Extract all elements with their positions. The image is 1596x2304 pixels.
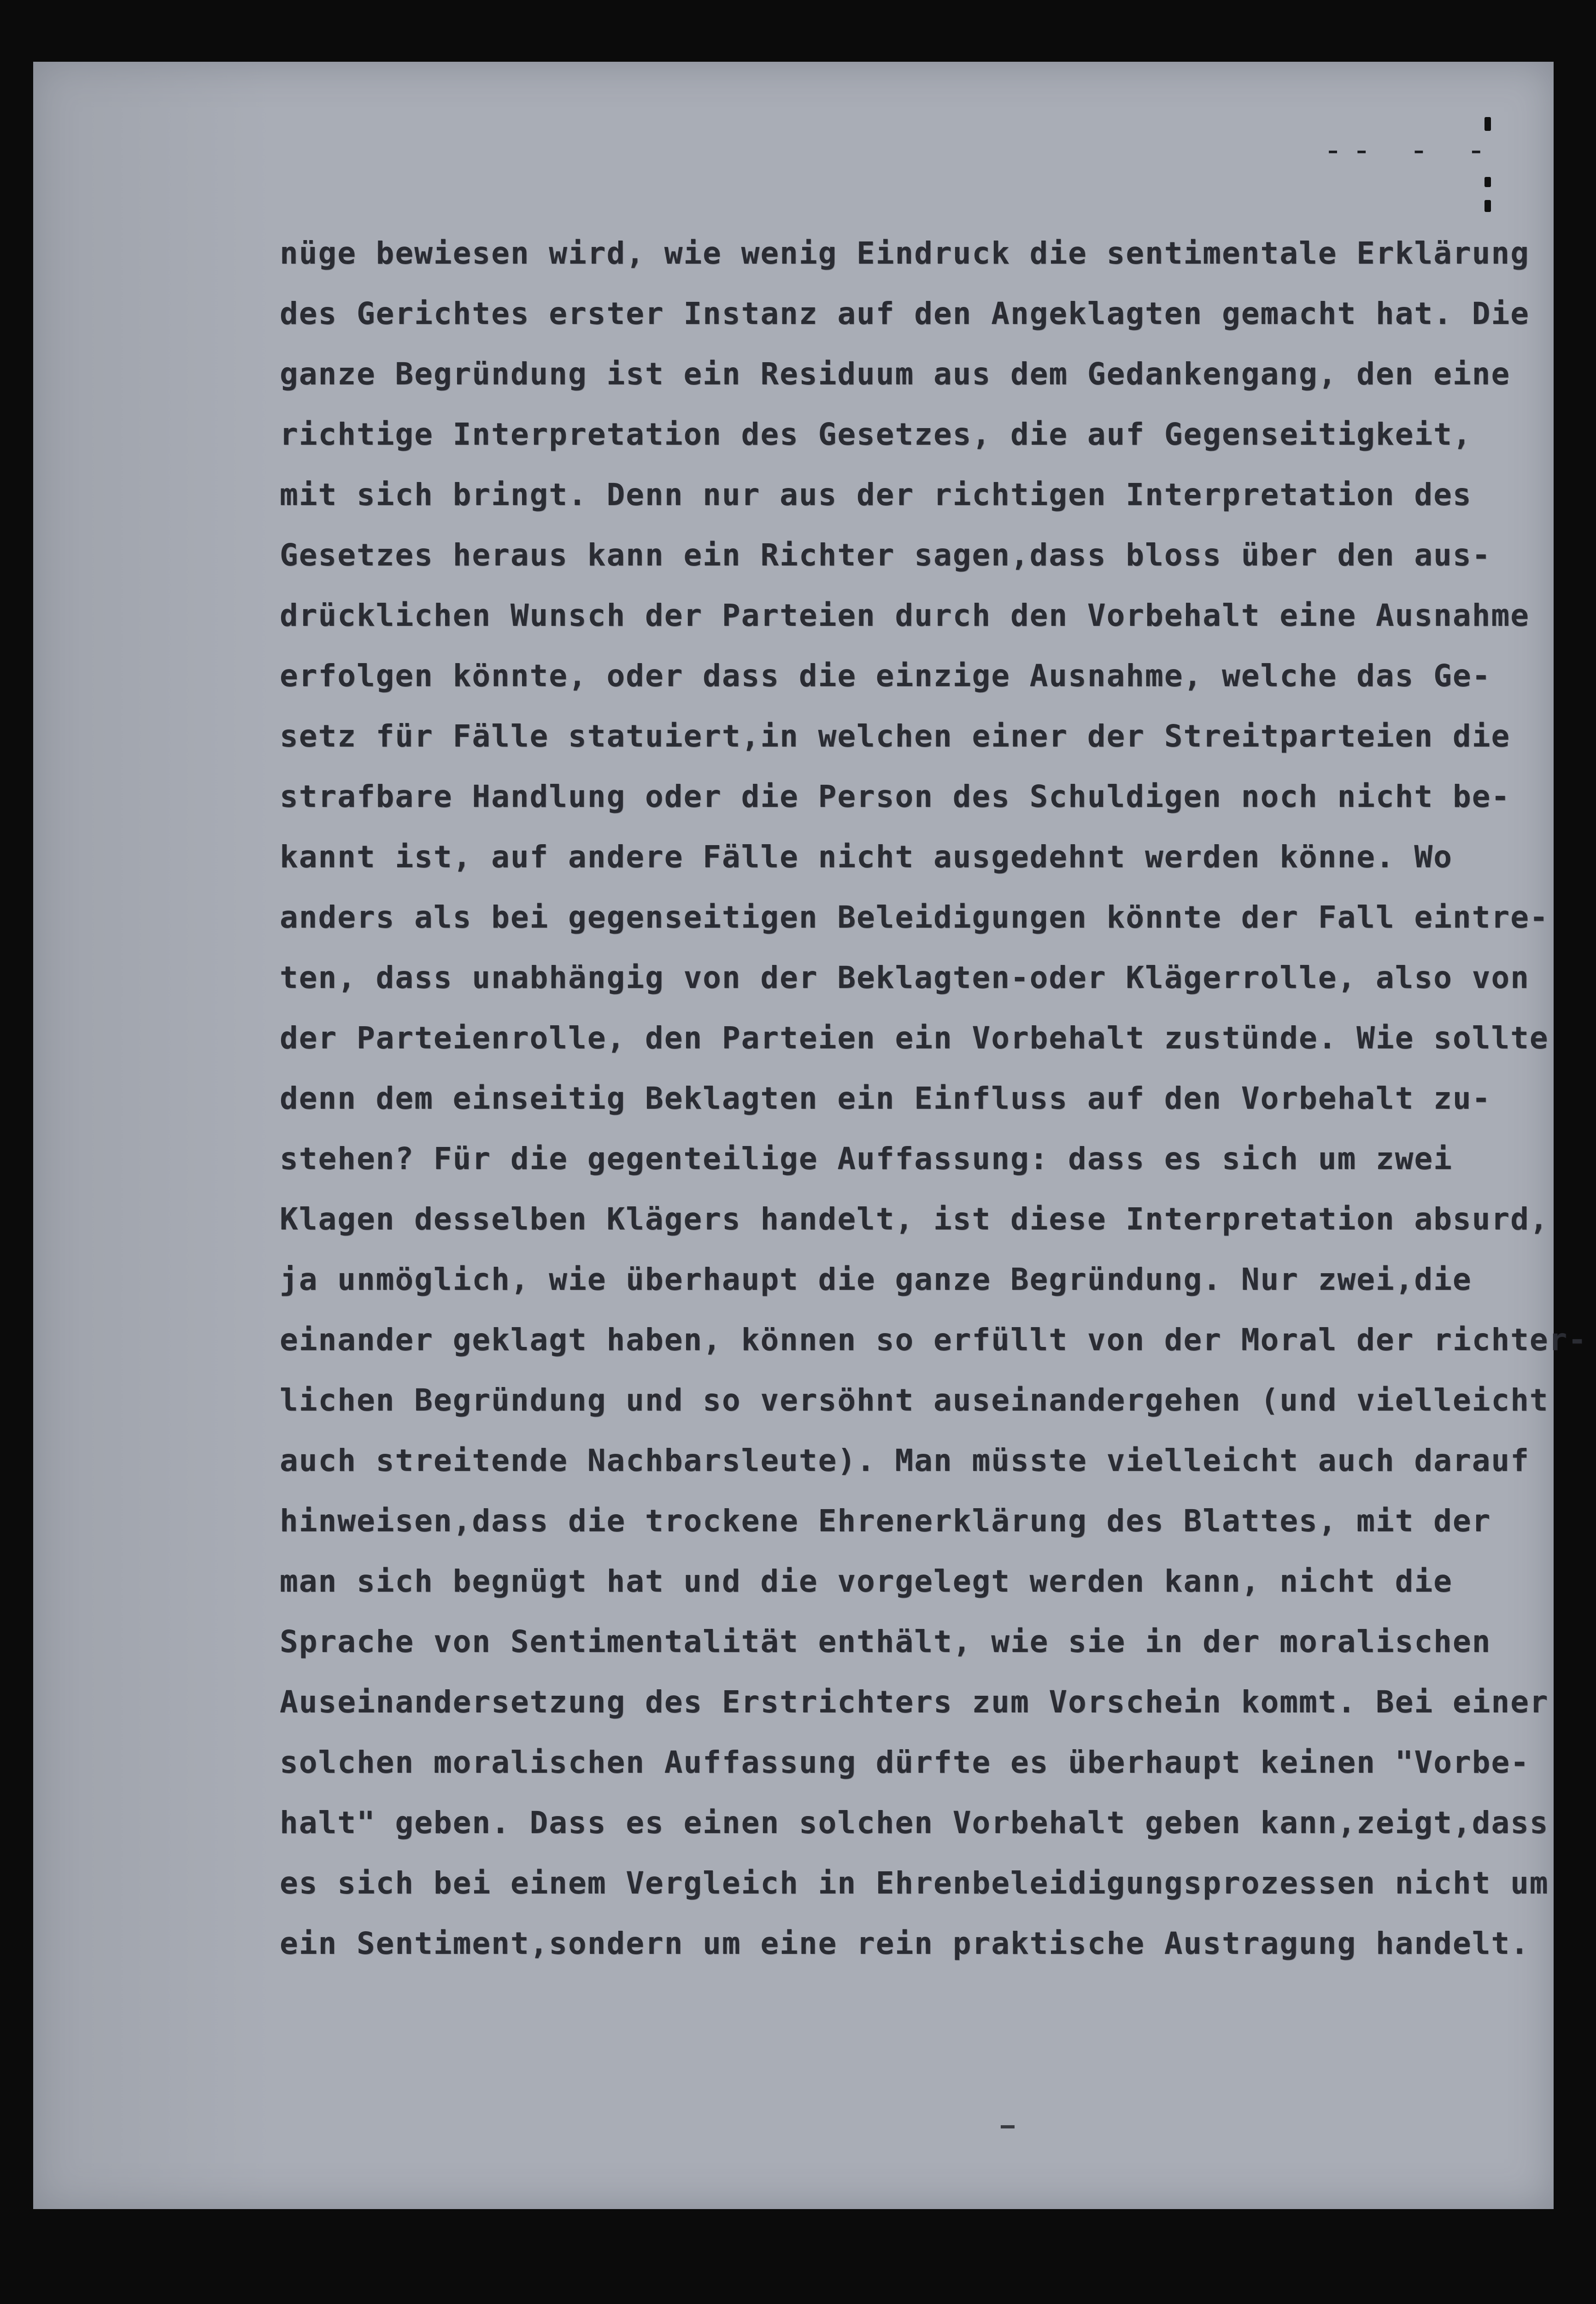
text-line: solchen moralischen Auffassung dürfte es überhaupt keinen "Vorbe- — [280, 1745, 1530, 1780]
text-line: ten, dass unabhängig von der Beklagten-oder Klägerrolle, also von — [280, 960, 1530, 995]
text-line: ja unmöglich, wie überhaupt die ganze Begründung. Nur zwei,die — [280, 1262, 1472, 1297]
text-line: es sich bei einem Vergleich in Ehrenbeleidigungsprozessen nicht um — [280, 1865, 1549, 1901]
text-line: lichen Begründung und so versöhnt auseinandergehen (und vielleicht — [280, 1382, 1549, 1418]
text-line: erfolgen könnte, oder dass die einzige Ausnahme, welche das Ge- — [280, 658, 1491, 694]
text-line: denn dem einseitig Beklagten ein Einfluss auf den Vorbehalt zu- — [280, 1081, 1491, 1116]
text-line: kannt ist, auf andere Fälle nicht ausgedehnt werden könne. Wo — [280, 839, 1453, 875]
margin-mark — [1485, 200, 1491, 212]
margin-mark — [1485, 177, 1491, 187]
text-line: setz für Fälle statuiert,in welchen einer der Streitparteien die — [280, 718, 1511, 754]
text-line: anders als bei gegenseitigen Beleidigungen könnte der Fall eintre- — [280, 899, 1549, 935]
text-line: nüge bewiesen wird, wie wenig Eindruck die sentimentale Erklärung — [280, 235, 1530, 271]
text-line: halt" geben. Dass es einen solchen Vorbehalt geben kann,zeigt,dass — [280, 1805, 1549, 1840]
typed-text-body — [280, 223, 1588, 1974]
text-line: stehen? Für die gegenteilige Auffassung: dass es sich um zwei — [280, 1141, 1453, 1176]
text-line: Klagen desselben Klägers handelt, ist diese Interpretation absurd, — [280, 1201, 1549, 1237]
footer-dash — [1001, 2125, 1015, 2128]
margin-mark — [1485, 117, 1491, 131]
text-line: mit sich bringt. Denn nur aus der richtigen Interpretation des — [280, 477, 1472, 512]
text-line: ein Sentiment,sondern um eine rein praktische Austragung handelt. — [280, 1926, 1530, 1961]
text-line: richtige Interpretation des Gesetzes, die auf Gegenseitigkeit, — [280, 417, 1472, 452]
text-line: man sich begnügt hat und die vorgelegt werden kann, nicht die — [280, 1563, 1453, 1599]
text-line: einander geklagt haben, können so erfüllt von der Moral der richter- — [280, 1322, 1588, 1358]
header-marks: -- - - — [1323, 131, 1495, 169]
text-line: Auseinandersetzung des Erstrichters zum Vorschein kommt. Bei einer — [280, 1684, 1549, 1720]
text-line: Sprache von Sentimentalität enthält, wie sie in der moralischen — [280, 1624, 1491, 1659]
text-line: der Parteienrolle, den Parteien ein Vorbehalt zustünde. Wie sollte — [280, 1020, 1549, 1056]
text-line: Gesetzes heraus kann ein Richter sagen,dass bloss über den aus- — [280, 537, 1491, 573]
document-page — [33, 62, 1588, 2209]
text-line: hinweisen,dass die trockene Ehrenerklärung des Blattes, mit der — [280, 1503, 1491, 1539]
text-line: strafbare Handlung oder die Person des Schuldigen noch nicht be- — [280, 779, 1511, 814]
text-line: auch streitende Nachbarsleute). Man müsste vielleicht auch darauf — [280, 1443, 1530, 1478]
text-line: drücklichen Wunsch der Parteien durch den Vorbehalt eine Ausnahme — [280, 598, 1530, 633]
text-line: ganze Begründung ist ein Residuum aus dem Gedankengang, den eine — [280, 356, 1511, 392]
text-line: des Gerichtes erster Instanz auf den Angeklagten gemacht hat. Die — [280, 296, 1530, 331]
